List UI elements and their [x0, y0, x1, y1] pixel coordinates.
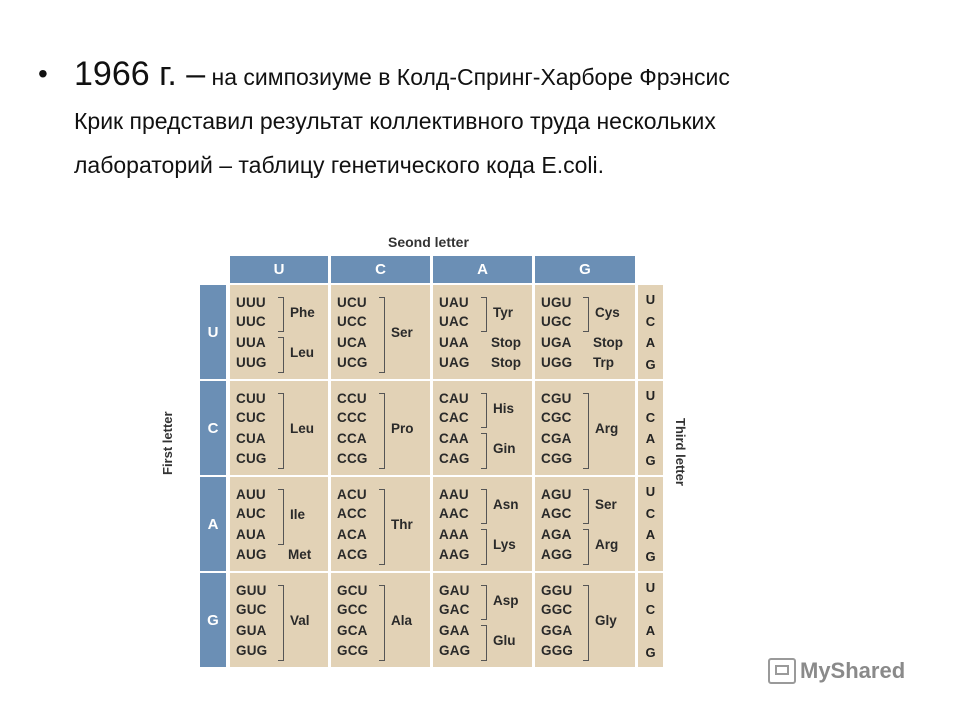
codon-bracket: [481, 625, 487, 661]
codon-bracket: [481, 529, 487, 565]
codon-UAA: UAA: [439, 335, 469, 350]
codon-UGG: UGG: [541, 355, 573, 370]
line1-text: на симпозиуме в Колд-Спринг-Харборе Фрэнсис: [205, 64, 730, 90]
codon-GCA: GCA: [337, 623, 368, 638]
codon-CAA: CAA: [439, 431, 469, 446]
codon-UCC: UCC: [337, 314, 367, 329]
codon-UCA: UCA: [337, 335, 367, 350]
codon-CGC: CGC: [541, 410, 572, 425]
codon-bracket: [583, 489, 589, 524]
amino-acid-met: Met: [288, 547, 312, 562]
codon-CAG: CAG: [439, 451, 470, 466]
amino-acid-asn: Asn: [493, 496, 519, 512]
codon-CCA: CCA: [337, 431, 367, 446]
first-letter-cell-C: C: [200, 381, 226, 475]
amino-acid-cys: Cys: [595, 304, 620, 320]
amino-acid-leu: Leu: [290, 421, 315, 436]
amino-acid-stop: Stop: [491, 335, 521, 350]
amino-acid-glu: Glu: [493, 633, 516, 648]
codon-bracket: [379, 297, 385, 373]
codon-ACA: ACA: [337, 527, 367, 542]
codon-CUU: CUU: [236, 391, 266, 406]
codon-cell: [433, 381, 532, 475]
codon-cell: [535, 573, 635, 667]
codon-UUA: UUA: [236, 335, 266, 350]
codon-UGU: UGU: [541, 295, 572, 310]
amino-acid-gly: Gly: [595, 613, 617, 628]
third-letter-U: U: [645, 292, 656, 308]
third-letter-axis-label: Third letter: [673, 418, 688, 486]
codon-AUC: AUC: [236, 506, 266, 521]
second-letter-header-U: U: [230, 256, 328, 283]
codon-UCG: UCG: [337, 355, 368, 370]
codon-bracket: [481, 489, 487, 524]
codon-bracket: [583, 393, 589, 469]
amino-acid-val: Val: [290, 613, 310, 628]
myshared-watermark: [768, 658, 905, 684]
third-letter-C: C: [645, 313, 656, 329]
amino-acid-trp: Trp: [593, 355, 615, 370]
codon-UGC: UGC: [541, 314, 572, 329]
codon-cell: [535, 477, 635, 571]
codon-cell: [535, 381, 635, 475]
codon-bracket: [481, 585, 487, 620]
third-letter-C: C: [645, 409, 656, 425]
third-letter-cell: [638, 285, 663, 379]
codon-CUC: CUC: [236, 410, 266, 425]
watermark-text: MyShared: [800, 658, 906, 683]
codon-UAG: UAG: [439, 355, 470, 370]
codon-CAC: CAC: [439, 410, 469, 425]
amino-acid-tyr: Tyr: [493, 304, 514, 320]
codon-CCU: CCU: [337, 391, 367, 406]
codon-GCC: GCC: [337, 602, 368, 617]
second-letter-header-A: A: [433, 256, 532, 283]
bullet-line-2: Крик представил результат коллективного труда нескольких: [74, 108, 716, 134]
amino-acid-stop: Stop: [593, 335, 623, 350]
codon-CAU: CAU: [439, 391, 469, 406]
codon-AAG: AAG: [439, 547, 470, 562]
codon-bracket: [481, 297, 487, 332]
codon-GUC: GUC: [236, 602, 267, 617]
codon-CUA: CUA: [236, 431, 266, 446]
third-letter-U: U: [645, 388, 656, 404]
third-letter-G: G: [645, 548, 656, 564]
codon-bracket: [583, 297, 589, 332]
codon-UAC: UAC: [439, 314, 469, 329]
second-letter-title: Seond letter: [388, 234, 469, 250]
codon-UUU: UUU: [236, 295, 266, 310]
codon-AUA: AUA: [236, 527, 266, 542]
codon-UAU: UAU: [439, 295, 469, 310]
codon-GAU: GAU: [439, 583, 470, 598]
codon-CGG: CGG: [541, 451, 573, 466]
amino-acid-ser: Ser: [595, 496, 617, 512]
amino-acid-lys: Lys: [493, 537, 516, 552]
third-letter-cell: [638, 573, 663, 667]
codon-bracket: [278, 489, 284, 545]
amino-acid-gin: Gin: [493, 441, 516, 456]
codon-UCU: UCU: [337, 295, 367, 310]
codon-bracket: [481, 393, 487, 428]
codon-AAU: AAU: [439, 487, 469, 502]
codon-GAC: GAC: [439, 602, 470, 617]
codon-cell: [230, 477, 328, 571]
codon-ACG: ACG: [337, 547, 368, 562]
third-letter-cell: [638, 477, 663, 571]
codon-bracket: [379, 585, 385, 661]
codon-GGC: GGC: [541, 602, 573, 617]
third-letter-A: A: [645, 431, 656, 447]
codon-bracket: [583, 585, 589, 661]
amino-acid-ala: Ala: [391, 613, 413, 628]
third-letter-C: C: [645, 601, 656, 617]
codon-GGG: GGG: [541, 643, 574, 658]
codon-cell: [331, 477, 430, 571]
amino-acid-stop: Stop: [491, 355, 521, 370]
first-letter-cell-G: G: [200, 573, 226, 667]
third-letter-A: A: [645, 335, 656, 351]
codon-GUU: GUU: [236, 583, 267, 598]
codon-bracket: [481, 433, 487, 469]
codon-bracket: [278, 393, 284, 469]
third-letter-cell: [638, 381, 663, 475]
codon-cell: [331, 573, 430, 667]
third-letter-A: A: [645, 623, 656, 639]
codon-GGA: GGA: [541, 623, 573, 638]
codon-cell: [535, 285, 635, 379]
codon-bracket: [278, 337, 284, 373]
codon-cell: [433, 573, 532, 667]
bullet-dot: •: [38, 58, 48, 89]
third-letter-A: A: [645, 527, 656, 543]
codon-ACU: ACU: [337, 487, 367, 502]
codon-bracket: [278, 585, 284, 661]
third-letter-G: G: [645, 644, 656, 660]
amino-acid-arg: Arg: [595, 537, 619, 552]
codon-GUA: GUA: [236, 623, 267, 638]
codon-AAA: AAA: [439, 527, 469, 542]
first-letter-cell-U: U: [200, 285, 226, 379]
codon-bracket: [379, 393, 385, 469]
amino-acid-thr: Thr: [391, 517, 413, 532]
codon-bracket: [278, 297, 284, 332]
third-letter-U: U: [645, 580, 656, 596]
second-letter-header-G: G: [535, 256, 635, 283]
codon-AGA: AGA: [541, 527, 572, 542]
third-letter-G: G: [645, 356, 656, 372]
codon-AUU: AUU: [236, 487, 266, 502]
codon-cell: [331, 285, 430, 379]
amino-acid-his: His: [493, 400, 515, 416]
codon-CUG: CUG: [236, 451, 267, 466]
year-text: 1966 г. –: [74, 55, 206, 93]
codon-UUG: UUG: [236, 355, 267, 370]
codon-GUG: GUG: [236, 643, 268, 658]
codon-AGC: AGC: [541, 506, 572, 521]
codon-CGU: CGU: [541, 391, 572, 406]
codon-GCU: GCU: [337, 583, 368, 598]
codon-cell: [331, 381, 430, 475]
amino-acid-asp: Asp: [493, 592, 519, 608]
first-letter-axis-label: First letter: [160, 411, 175, 475]
amino-acid-leu: Leu: [290, 345, 315, 360]
second-letter-header-C: C: [331, 256, 430, 283]
codon-bracket: [379, 489, 385, 565]
codon-AGG: AGG: [541, 547, 573, 562]
codon-CCC: CCC: [337, 410, 367, 425]
codon-cell: [230, 381, 328, 475]
amino-acid-ser: Ser: [391, 325, 413, 340]
codon-UUC: UUC: [236, 314, 266, 329]
codon-UGA: UGA: [541, 335, 572, 350]
amino-acid-pro: Pro: [391, 421, 414, 436]
codon-cell: [433, 477, 532, 571]
third-letter-C: C: [645, 505, 656, 521]
codon-CCG: CCG: [337, 451, 368, 466]
codon-GAA: GAA: [439, 623, 470, 638]
codon-AUG: AUG: [236, 547, 267, 562]
myshared-logo-icon: [768, 658, 796, 684]
codon-ACC: ACC: [337, 506, 367, 521]
codon-cell: [230, 285, 328, 379]
codon-cell: [433, 285, 532, 379]
amino-acid-phe: Phe: [290, 304, 315, 320]
codon-bracket: [583, 529, 589, 565]
amino-acid-arg: Arg: [595, 421, 619, 436]
codon-AAC: AAC: [439, 506, 469, 521]
codon-cell: [230, 573, 328, 667]
first-letter-cell-A: A: [200, 477, 226, 571]
codon-GAG: GAG: [439, 643, 471, 658]
bullet-line-3: лабораторий – таблицу генетического кода E.coli.: [74, 152, 604, 178]
third-letter-G: G: [645, 452, 656, 468]
codon-CGA: CGA: [541, 431, 572, 446]
codon-GCG: GCG: [337, 643, 369, 658]
third-letter-U: U: [645, 484, 656, 500]
codon-GGU: GGU: [541, 583, 573, 598]
codon-AGU: AGU: [541, 487, 572, 502]
amino-acid-ile: Ile: [290, 507, 306, 522]
